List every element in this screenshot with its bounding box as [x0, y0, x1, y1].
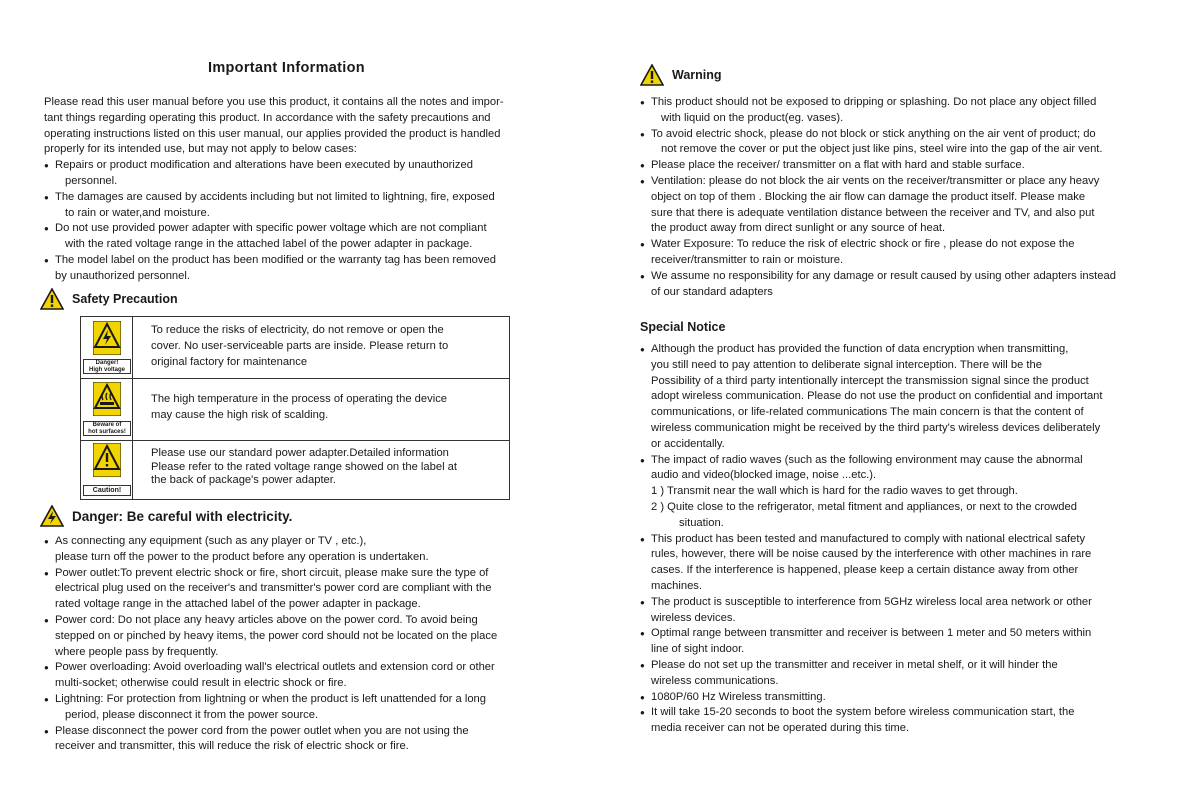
list-item: ● Please do not set up the transmitter and receiver in metal shelf, or it will hinder the wireless communications. [640, 658, 1160, 690]
section-title: Special Notice [640, 320, 726, 334]
sign-cell [81, 440, 133, 499]
list-item: ● The model label on the product has been modified or the warranty tag has been removed by unauthorized personnel. [44, 253, 564, 285]
list-item: ● As connecting any equipment (such as any player or TV , etc.), please turn off the power to the product before any operation is undertaken. [44, 534, 564, 566]
warning-list [640, 95, 1160, 300]
safety-heading [40, 288, 178, 310]
list-item: ● To avoid electric shock, please do not block or stick anything on the air vent of product; do not remove the cover or put the object just like pins, steel wire into the gap of the air vent. [640, 127, 1160, 159]
list-item: ● Do not use provided power adapter with specific power voltage which are not compliant with the rated voltage range in the attached label of the power adapter in package. [44, 221, 564, 253]
list-item: ● The damages are caused by accidents including but not limited to lightning, fire, exposed to rain or water,and moisture. [44, 190, 564, 222]
high-voltage-icon [93, 321, 121, 355]
intro-section [44, 95, 564, 285]
sub-item: 2 ) Quite close to the refrigerator, metal fitment and appliances, or next to the crowded [651, 500, 1077, 513]
table-row [81, 440, 509, 499]
warning-icon [640, 64, 664, 86]
list-item: ● The product is susceptible to interference from 5GHz wireless local area network or other wireless devices. [640, 595, 1160, 627]
section-title: Warning [672, 68, 722, 82]
list-item: ● This product should not be exposed to dripping or splashing. Do not place any object filled with liquid on the product(eg. vases). [640, 95, 1160, 127]
page-title: Important Information [208, 60, 365, 76]
list-item: ● It will take 15-20 seconds to boot the system before wireless communication start, the media receiver can not be operated during this time. [640, 705, 1160, 737]
precaution-text: Please use our standard power adapter.Detailed information Please refer to the rated voltage range showed on the label at the back of package's power adapter. [151, 447, 457, 486]
list-item: ● This product has been tested and manufactured to comply with national electrical safety rules, however, there will be noise caused by the interference with other machines in rare cases. If the interference is happened, please keep a certain distance away from other machines. [640, 532, 1160, 595]
intro-line: properly for its intended use, but may not apply to below cases: [44, 143, 357, 156]
list-item: ● Although the product has provided the function of data encryption when transmitting, you still need to pay attention to deliberate signal interception. There will be the Possibility of a third party intentionally intercept the transmission signal since the product adopt wireless communication. Please do not use the product on confidential and important communications, or life-related communications The main concern is that the content of wireless communication might be received by the third party's wireless devices deliberately or accidentally. [640, 342, 1160, 453]
high-voltage-icon [40, 505, 64, 527]
sign-label: Caution! [83, 485, 131, 496]
special-notice-list [640, 342, 1160, 737]
intro-line: Please read this user manual before you use this product, it contains all the notes and impor- [44, 96, 504, 108]
list-item: ● Optimal range between transmitter and receiver is between 1 meter and 50 meters within line of sight indoor. [640, 626, 1160, 658]
sign-cell [81, 378, 133, 440]
list-item: ● Ventilation: please do not block the air vents on the receiver/transmitter or place any heavy object on top of them . Blocking the air flow can damage the product itself. Please make sure that there is adequate ventilation distance between the receiver and TV, and also put the product away from direct sunlight or any source of heat. [640, 174, 1160, 237]
sub-item: 1 ) Transmit near the wall which is hard for the radio waves to get through. [651, 485, 1018, 498]
section-title: Danger: Be careful with electricity. [72, 508, 293, 524]
sign-cell [81, 317, 133, 378]
list-item: ● Power overloading: Avoid overloading wall's electrical outlets and extension cord or other multi-socket; otherwise could result in electric shock or fire. [44, 660, 564, 692]
list-item: ● Power cord: Do not place any heavy articles above on the power cord. To avoid being stepped on or pinched by heavy items, the power cord should not be located on the place where people pass by frequently. [44, 613, 564, 660]
precaution-text: The high temperature in the process of operating the device may cause the high risk of scalding. [151, 393, 448, 421]
hot-surface-icon [93, 382, 121, 416]
table-row [81, 317, 509, 379]
exclusion-list [44, 158, 564, 284]
list-item: ● The impact of radio waves (such as the following environment may cause the abnormal audio and video(blocked image, noise ...etc.). 1 ) Transmit near the wall which is hard for the radio waves to get through. 2 ) Quite close to the refrigerator, metal fitment and appliances, or next to the crowded situation. [640, 453, 1160, 532]
safety-table [80, 316, 510, 500]
table-row [81, 378, 509, 441]
danger-list [44, 534, 564, 755]
list-item: ● Power outlet:To prevent electric shock or fire, short circuit, please make sure the type of electrical plug used on the receiver's and transmitter's power cord are compliant with the rated voltage range in the attached label of the power adapter in package. [44, 566, 564, 613]
list-item: ● Please disconnect the power cord from the power outlet when you are not using the receiver and transmitter, this will reduce the risk of electric shock or fire. [44, 724, 564, 756]
sign-label: Beware of hot surfaces! [83, 421, 131, 436]
sign-label: Danger! High voltage [83, 359, 131, 374]
list-item: ● Lightning: For protection from lightning or when the product is left unattended for a long period, please disconnect it from the power source. [44, 692, 564, 724]
precaution-text: To reduce the risks of electricity, do not remove or open the cover. No user-serviceable parts are inside. Please return to original factory for maintenance [151, 324, 449, 368]
warning-icon [40, 288, 64, 310]
intro-line: tant things regarding operating this product. In accordance with the safety precautions and [44, 111, 491, 124]
list-item: ● We assume no responsibility for any damage or result caused by using other adapters instead of our standard adapters [640, 269, 1160, 301]
danger-heading [40, 505, 292, 527]
list-item: ● Please place the receiver/ transmitter on a flat with hard and stable surface. [640, 158, 1160, 174]
list-item: ● Water Exposure: To reduce the risk of electric shock or fire , please do not expose the receiver/transmitter to rain or moisture. [640, 237, 1160, 269]
warning-heading [640, 64, 722, 86]
caution-icon [93, 443, 121, 477]
section-title: Safety Precaution [72, 292, 178, 306]
list-item: ● Repairs or product modification and alterations have been executed by unauthorized personnel. [44, 158, 564, 190]
list-item: ● 1080P/60 Hz Wireless transmitting. [640, 690, 1160, 706]
intro-line: operating instructions listed on this user manual, our applies provided the product is handled [44, 127, 501, 140]
